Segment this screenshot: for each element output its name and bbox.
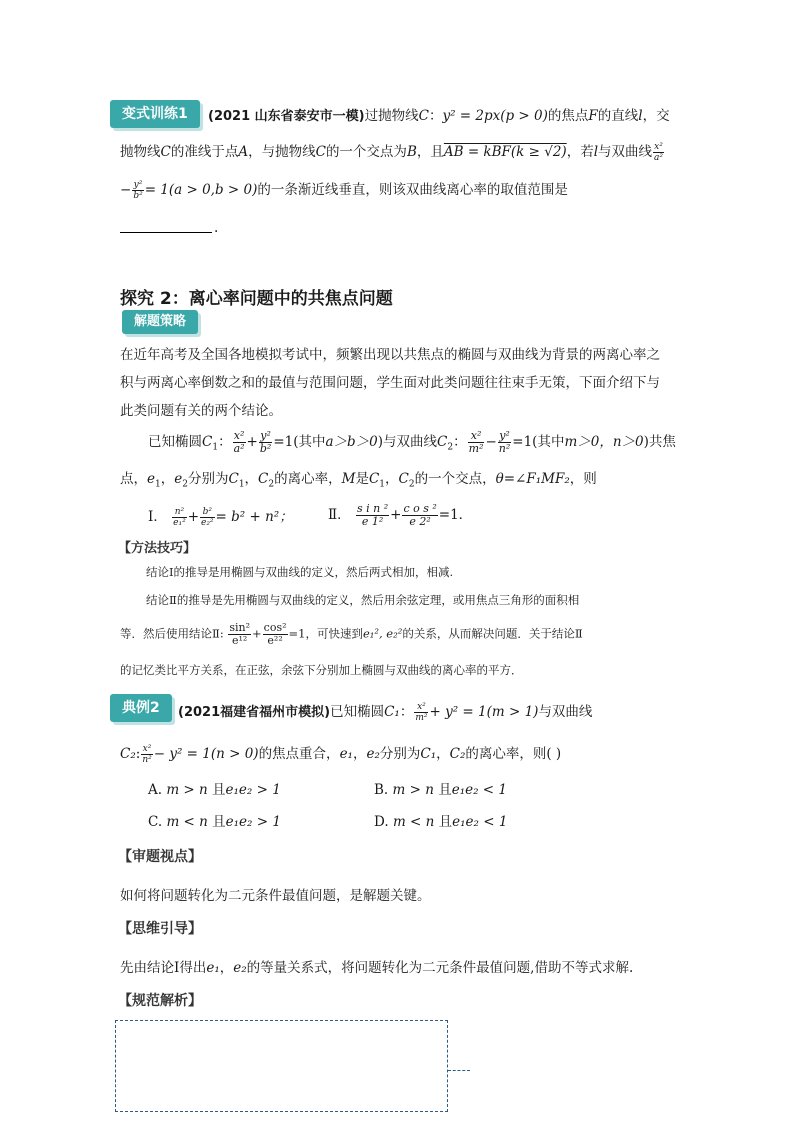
- variant-badge: 变式训练1: [110, 100, 200, 128]
- option-c[interactable]: C. m < n 且e₁e₂ > 1: [148, 814, 281, 830]
- example-ellipse-fraction: $\frac{\text{x²}}{\text{m²}}$: [415, 702, 428, 723]
- guide-title: 【思维引导】: [118, 921, 202, 937]
- conclusion-2: Ⅱ． $\frac{\text{s i n ²}}{\text{e 1²}}$ + $\frac{\text{c o s ²}}{\text{e 2²}}$ =1．: [328, 502, 473, 528]
- con2-fraction-1: $\frac{\text{s i n ²}}{\text{e 1²}}$: [356, 502, 389, 528]
- ellipse-x-fraction: $\frac{\text{x²}}{\text{a²}}$: [233, 429, 245, 455]
- conclusion-1: Ⅰ． $\frac{\text{n²}}{\text{e₁²}}$ + $\frac{\text{b²}}{\text{e₂²}}$ = b² + n²；: [148, 507, 293, 528]
- explore-para-3: 此类问题有关的两个结论。: [120, 403, 282, 419]
- ellipse-y-fraction: $\frac{\text{y²}}{\text{b²}}$: [259, 429, 272, 455]
- method-line-1: 结论Ⅰ的推导是用椭圆与双曲线的定义，然后两式相加，相减.: [146, 565, 454, 579]
- known-conditions-line: 已知椭圆$C_1$： $\frac{\text{x²}}{\text{a²}}$ + $\frac{\text{y²}}{\text{b²}}$ =1(其中a＞b＞0)与双曲线$C_2$： $\frac{\text{x²}}{\text{m²}}$ − $\frac{\text{y²}}{\text{n²}}$ =1(其中m＞0，n＞0)共焦: [148, 429, 676, 455]
- example-badge: 典例2: [110, 694, 172, 722]
- vector-equation: AB = kBF(k ≥ √2): [443, 144, 567, 160]
- explore-title: 探究 2：离心率问题中的共焦点问题: [120, 289, 393, 309]
- option-a[interactable]: A. m > n 且e₁e₂ > 1: [148, 782, 281, 798]
- answer-blank: [120, 232, 212, 233]
- solution-box-tail: [448, 1070, 470, 1071]
- solution-box: [115, 1020, 448, 1112]
- hyperbola-y-fraction: $\frac{\text{y²}}{\text{b²}}$: [133, 180, 143, 201]
- answer-blank-period: .: [214, 220, 219, 236]
- strategy-badge: 解题策略: [122, 310, 198, 334]
- hyperbola2-x-fraction: $\frac{\text{x²}}{\text{m²}}$: [468, 429, 484, 455]
- method-title: 【方法技巧】: [118, 541, 197, 556]
- review-text: 如何将问题转化为二元条件最值问题，是解题关键。: [120, 888, 431, 904]
- solution-title: 【规范解析】: [118, 993, 202, 1009]
- hyperbola-x-fraction: $\frac{\text{x²}}{\text{a²}}$: [654, 142, 664, 163]
- con1-fraction-1: $\frac{\text{n²}}{\text{e₁²}}$: [173, 507, 186, 528]
- variant-line-2: 抛物线C的准线于点A，与抛物线C的一个交点为B，且AB = kBF(k ≥ √2)，若l与双曲线 $\frac{\text{x²}}{\text{a²}}$: [120, 142, 664, 163]
- hyperbola2-y-fraction: $\frac{\text{y²}}{\text{n²}}$: [498, 429, 511, 455]
- known-conditions-line-2: 点，$e_1$，$e_2$分别为$C_1$，$C_2$的离心率，M是$C_1$，$C_2$的一个交点，θ=∠F₁MF₂，则: [120, 471, 597, 490]
- method-line-4: 的记忆类比平方关系，在正弦，余弦下分别加上椭圆与双曲线的离心率的平方．: [120, 663, 523, 677]
- option-b[interactable]: B. m > n 且e₁e₂ < 1: [374, 782, 507, 798]
- example-hyperbola-fraction: $\frac{\text{x²}}{\text{n²}}$: [142, 744, 152, 765]
- explore-para-1: 在近年高考及全国各地模拟考试中，频繁出现以共焦点的椭圆与双曲线为背景的两离心率之: [120, 347, 660, 363]
- con2-fraction-2: $\frac{\text{c o s ²}}{\text{e 2²}}$: [403, 502, 437, 528]
- variant-line-1: (2021 山东省泰安市一模)过抛物线C：y² = 2px(p > 0)的焦点F的直线l，交: [208, 108, 670, 124]
- guide-text: 先由结论Ⅰ得出e₁，e₂的等量关系式，将问题转化为二元条件最值问题,借助不等式求解.: [120, 960, 634, 976]
- example-source: (2021福建省福州市模拟): [178, 705, 331, 720]
- method-line-3: 等．然后使用结论Ⅱ: $\frac{\text{sin²}}{\text{e¹²}}$ + $\frac{\text{cos²}}{\text{e²²}}$ =1，可快速到e₁², e₂²的关系，从而解决问题．关于结论Ⅱ: [120, 621, 583, 647]
- example-line-1: (2021福建省福州市模拟)已知椭圆C₁： $\frac{\text{x²}}{\text{m²}}$ + y² = 1(m > 1)与双曲线: [178, 702, 593, 723]
- example-line-2: C₂: $\frac{\text{x²}}{\text{n²}}$ − y² = 1(n > 0)的焦点重合，e₁，e₂分别为C₁，C₂的离心率，则( ): [120, 744, 562, 765]
- method-sin-fraction: $\frac{\text{sin²}}{\text{e¹²}}$: [229, 621, 251, 647]
- variant-source: (2021 山东省泰安市一模): [208, 109, 365, 124]
- con1-fraction-2: $\frac{\text{b²}}{\text{e₂²}}$: [201, 507, 214, 528]
- review-title: 【审题视点】: [118, 849, 202, 865]
- explore-para-2: 积与两离心率倒数之和的最值与范围问题，学生面对此类问题往往束手无策，下面介绍下与: [120, 375, 660, 391]
- method-line-2: 结论Ⅱ的推导是先用椭圆与双曲线的定义，然后用余弦定理，或用焦点三角形的面积相: [146, 593, 580, 607]
- method-cos-fraction: $\frac{\text{cos²}}{\text{e²²}}$: [263, 621, 287, 647]
- option-d[interactable]: D. m < n 且e₁e₂ < 1: [374, 814, 508, 830]
- variant-line-3: − $\frac{\text{y²}}{\text{b²}}$ = 1(a > 0,b > 0)的一条渐近线垂直，则该双曲线离心率的取值范围是: [120, 180, 568, 201]
